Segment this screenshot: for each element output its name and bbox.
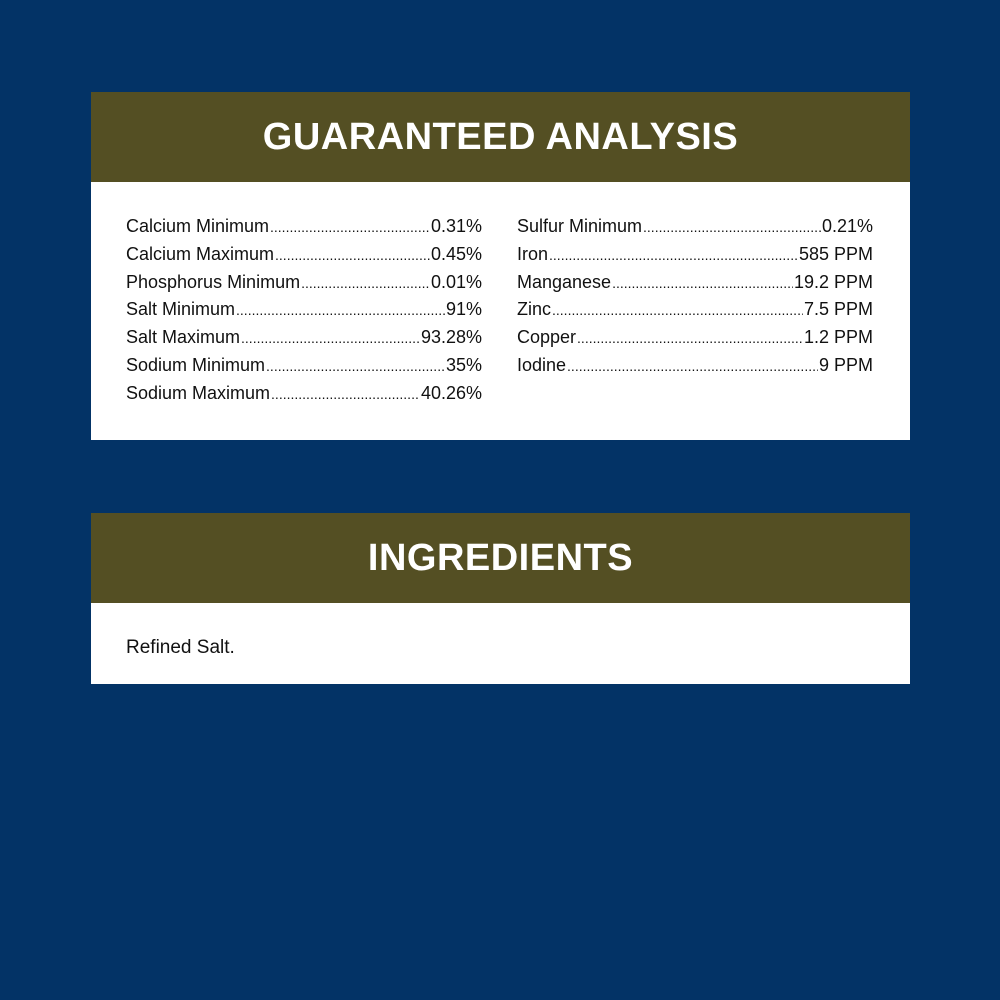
analysis-row-label: Iron xyxy=(517,243,549,264)
dot-leader xyxy=(270,219,430,235)
analysis-row xyxy=(517,244,873,272)
analysis-row-label: Copper xyxy=(517,327,577,348)
analysis-columns xyxy=(126,216,873,411)
analysis-row-value: 7.5 PPM xyxy=(803,299,873,320)
analysis-left-column xyxy=(126,216,482,411)
analysis-row-value: 0.31% xyxy=(430,216,482,236)
analysis-row-value: 0.01% xyxy=(430,271,482,292)
analysis-row-value: 0.21% xyxy=(821,216,873,236)
ingredients-text: Refined Salt. xyxy=(126,637,235,658)
ingredients-title: INGREDIENTS xyxy=(91,513,910,603)
analysis-row xyxy=(126,299,482,327)
analysis-row-label: Sulfur Minimum xyxy=(517,216,643,236)
analysis-row-label: Sodium Maximum xyxy=(126,382,271,403)
dot-leader xyxy=(241,330,420,346)
dot-leader xyxy=(266,358,445,374)
dot-leader xyxy=(552,302,803,318)
analysis-row-value: 35% xyxy=(445,354,482,375)
analysis-row-value: 0.45% xyxy=(430,243,482,264)
analysis-row-label: Calcium Minimum xyxy=(126,216,270,236)
analysis-row xyxy=(126,244,482,272)
analysis-row-value: 93.28% xyxy=(420,327,482,348)
analysis-row-label: Sodium Minimum xyxy=(126,354,266,375)
analysis-row-value: 585 PPM xyxy=(798,243,873,264)
dot-leader xyxy=(236,302,445,318)
analysis-row xyxy=(517,355,873,383)
guaranteed-analysis-panel xyxy=(91,92,910,440)
dot-leader xyxy=(271,386,420,402)
analysis-row xyxy=(517,272,873,300)
dot-leader xyxy=(567,358,818,374)
analysis-row xyxy=(126,355,482,383)
dot-leader xyxy=(577,330,803,346)
analysis-row-label: Manganese xyxy=(517,271,612,292)
dot-leader xyxy=(643,219,821,235)
guaranteed-analysis-title: GUARANTEED ANALYSIS xyxy=(91,92,910,182)
analysis-row xyxy=(126,216,482,244)
analysis-row xyxy=(517,327,873,355)
ingredients-panel xyxy=(91,513,910,684)
dot-leader xyxy=(549,247,798,263)
analysis-row xyxy=(126,383,482,411)
analysis-row-label: Iodine xyxy=(517,354,567,375)
analysis-row xyxy=(126,327,482,355)
analysis-row xyxy=(126,272,482,300)
analysis-row-label: Salt Maximum xyxy=(126,327,241,348)
analysis-row-value: 19.2 PPM xyxy=(793,271,873,292)
dot-leader xyxy=(301,275,430,291)
analysis-row-label: Zinc xyxy=(517,299,552,320)
analysis-right-column xyxy=(517,216,873,411)
analysis-row-label: Phosphorus Minimum xyxy=(126,271,301,292)
dot-leader xyxy=(275,247,430,263)
dot-leader xyxy=(612,275,793,291)
analysis-row-value: 40.26% xyxy=(420,382,482,403)
analysis-row-value: 1.2 PPM xyxy=(803,327,873,348)
analysis-row-label: Calcium Maximum xyxy=(126,243,275,264)
analysis-row-value: 91% xyxy=(445,299,482,320)
analysis-row xyxy=(517,299,873,327)
analysis-row-value: 9 PPM xyxy=(818,354,873,375)
analysis-row xyxy=(517,216,873,244)
analysis-row-label: Salt Minimum xyxy=(126,299,236,320)
